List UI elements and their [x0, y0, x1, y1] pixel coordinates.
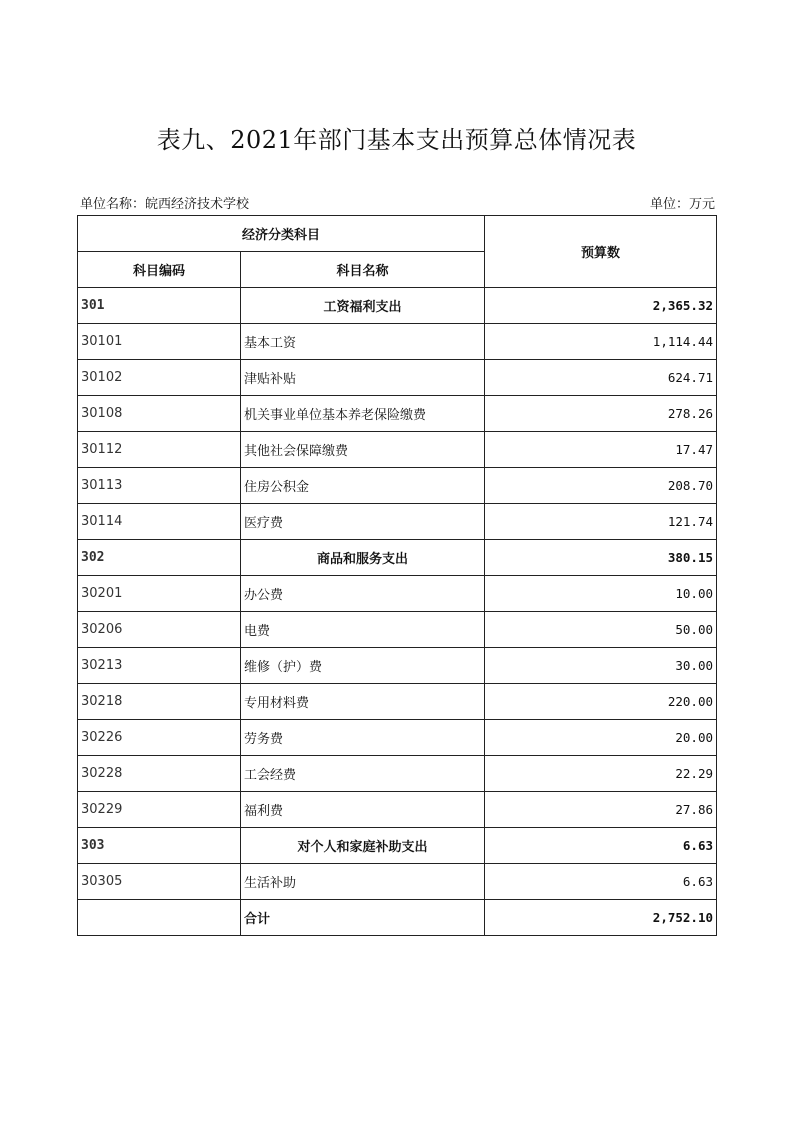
row-amount: 30.00 [485, 648, 717, 684]
row-name: 住房公积金 [241, 468, 485, 504]
row-name: 电费 [241, 612, 485, 648]
table-row [78, 396, 717, 432]
row-amount: 220.00 [485, 684, 717, 720]
total-amount: 2,752.10 [485, 900, 717, 936]
header-group: 经济分类科目 [78, 216, 485, 252]
table-row [78, 648, 717, 684]
page-title: 表九、2021年部门基本支出预算总体情况表 [156, 126, 637, 154]
row-code: 30108 [78, 396, 241, 432]
row-code: 30218 [78, 684, 241, 720]
table-row [78, 684, 717, 720]
row-name: 工会经费 [241, 756, 485, 792]
row-code: 30228 [78, 756, 241, 792]
unit-name: 单位名称：皖西经济技术学校 [80, 197, 250, 212]
row-name: 工资福利支出 [241, 288, 485, 324]
row-name: 生活补助 [241, 864, 485, 900]
row-name: 其他社会保障缴费 [241, 432, 485, 468]
row-amount: 278.26 [485, 396, 717, 432]
row-amount: 2,365.32 [485, 288, 717, 324]
table-row [78, 432, 717, 468]
row-code: 30229 [78, 792, 241, 828]
table-row [78, 720, 717, 756]
header-name: 科目名称 [241, 252, 485, 288]
row-name: 基本工资 [241, 324, 485, 360]
unit-label: 单位：万元 [649, 197, 715, 212]
header-amount: 预算数 [485, 216, 717, 288]
category-row [78, 288, 717, 324]
row-code: 30305 [78, 864, 241, 900]
table-row [78, 756, 717, 792]
row-code: 30213 [78, 648, 241, 684]
row-amount: 208.70 [485, 468, 717, 504]
row-code: 30113 [78, 468, 241, 504]
table-row [78, 504, 717, 540]
category-row [78, 540, 717, 576]
row-amount: 17.47 [485, 432, 717, 468]
row-name: 商品和服务支出 [241, 540, 485, 576]
header-code: 科目编码 [78, 252, 241, 288]
row-amount: 1,114.44 [485, 324, 717, 360]
row-code: 30226 [78, 720, 241, 756]
total-label: 合计 [241, 900, 485, 936]
row-amount: 50.00 [485, 612, 717, 648]
row-amount: 20.00 [485, 720, 717, 756]
row-amount: 380.15 [485, 540, 717, 576]
table-row [78, 468, 717, 504]
table-body [78, 288, 717, 900]
row-name: 津贴补贴 [241, 360, 485, 396]
row-code: 30101 [78, 324, 241, 360]
budget-table [77, 215, 717, 936]
row-code: 303 [78, 828, 241, 864]
table-row [78, 360, 717, 396]
category-row [78, 828, 717, 864]
row-code: 30102 [78, 360, 241, 396]
table-row [78, 792, 717, 828]
row-amount: 624.71 [485, 360, 717, 396]
row-name: 维修（护）费 [241, 648, 485, 684]
table-row [78, 864, 717, 900]
row-amount: 27.86 [485, 792, 717, 828]
row-code: 30201 [78, 576, 241, 612]
row-name: 劳务费 [241, 720, 485, 756]
row-name: 专用材料费 [241, 684, 485, 720]
row-amount: 10.00 [485, 576, 717, 612]
row-name: 福利费 [241, 792, 485, 828]
row-name: 对个人和家庭补助支出 [241, 828, 485, 864]
total-code-cell [78, 900, 241, 936]
table-row [78, 612, 717, 648]
row-code: 30206 [78, 612, 241, 648]
row-code: 301 [78, 288, 241, 324]
table-row [78, 576, 717, 612]
row-name: 机关事业单位基本养老保险缴费 [241, 396, 485, 432]
row-amount: 121.74 [485, 504, 717, 540]
total-row [78, 900, 717, 936]
row-amount: 6.63 [485, 864, 717, 900]
row-name: 医疗费 [241, 504, 485, 540]
row-code: 30114 [78, 504, 241, 540]
table-row [78, 324, 717, 360]
row-code: 30112 [78, 432, 241, 468]
row-name: 办公费 [241, 576, 485, 612]
row-amount: 6.63 [485, 828, 717, 864]
row-amount: 22.29 [485, 756, 717, 792]
row-code: 302 [78, 540, 241, 576]
